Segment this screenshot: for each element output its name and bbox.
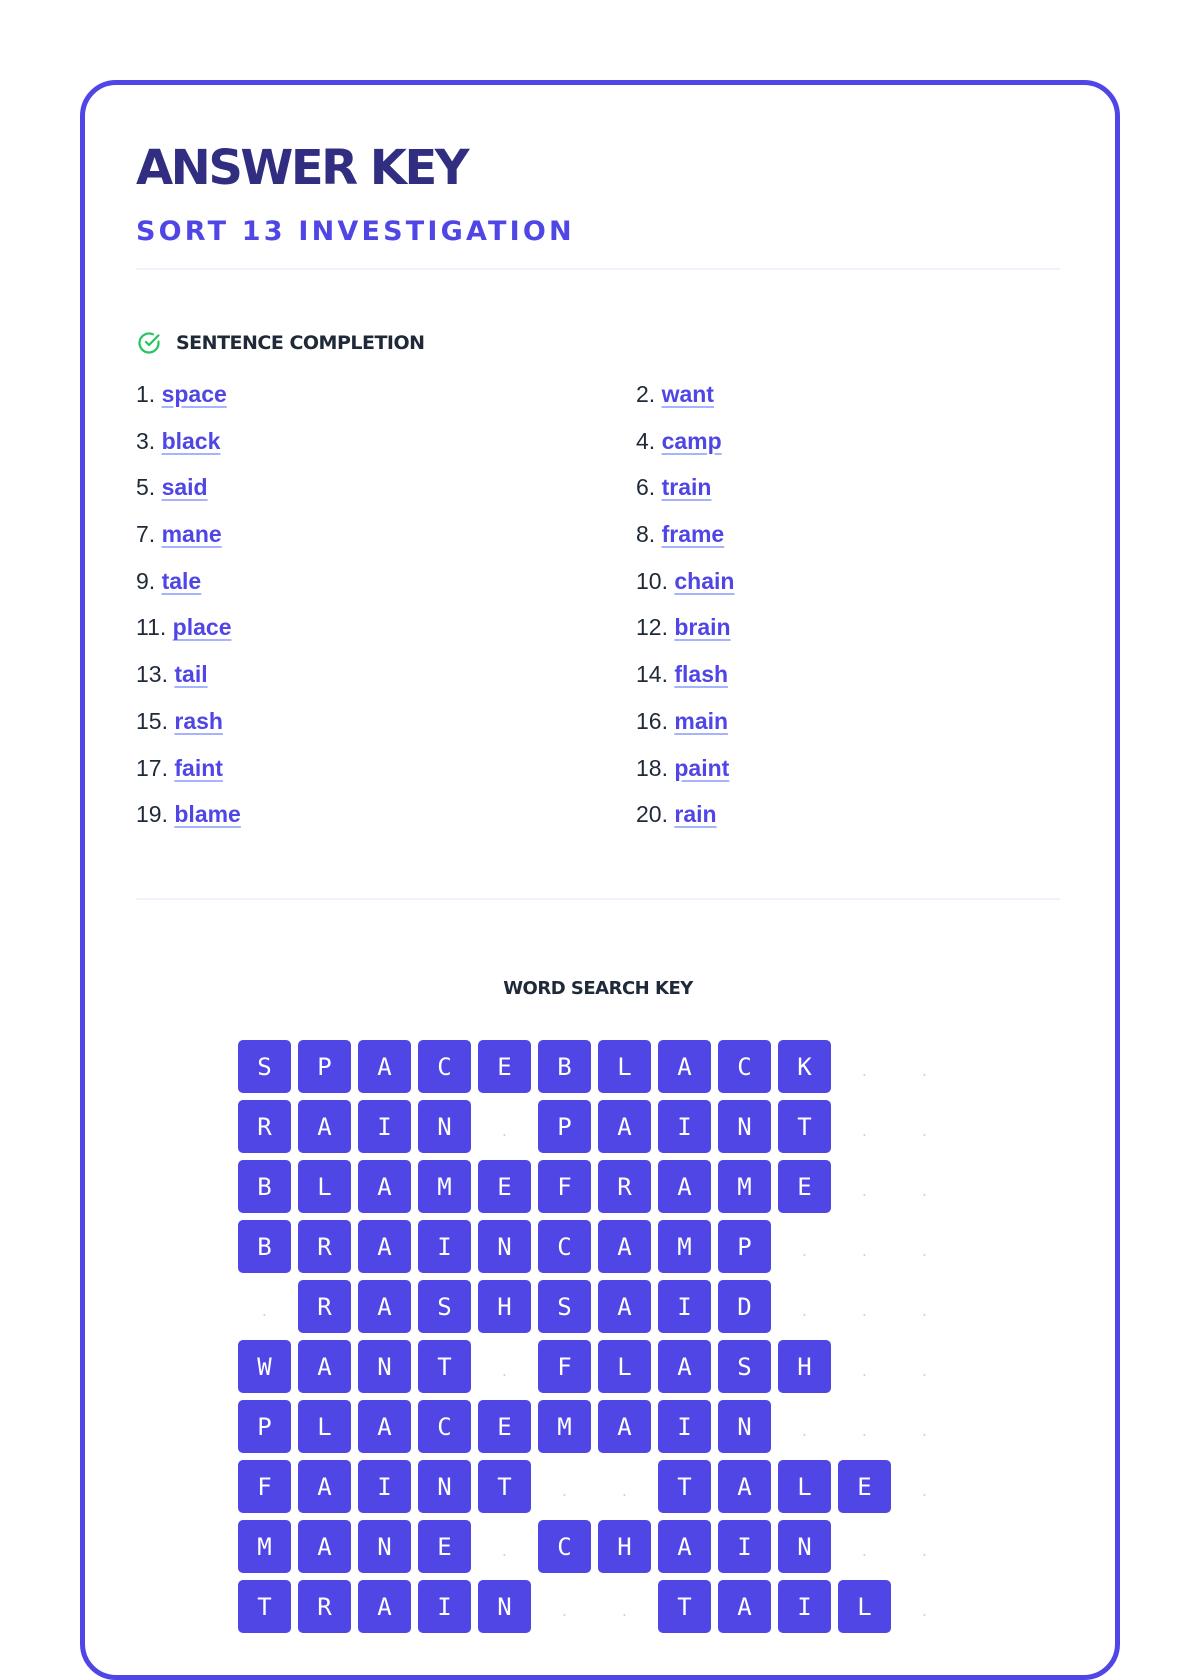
grid-cell-letter: N bbox=[358, 1340, 411, 1393]
answer-number: 9. bbox=[136, 567, 156, 594]
answer-word: train bbox=[661, 474, 712, 501]
grid-cell-letter: B bbox=[238, 1220, 291, 1273]
grid-cell-letter: N bbox=[478, 1220, 531, 1273]
answer-word: brain bbox=[674, 614, 731, 641]
grid-cell-empty: . bbox=[620, 1483, 629, 1500]
grid-cell-letter: E bbox=[478, 1160, 531, 1213]
answer-item bbox=[636, 660, 1060, 707]
grid-cell-letter: R bbox=[298, 1580, 351, 1633]
grid-cell-empty: . bbox=[260, 1303, 269, 1320]
grid-cell-letter: I bbox=[358, 1460, 411, 1513]
grid-cell-letter: A bbox=[298, 1100, 351, 1153]
answer-number: 4. bbox=[636, 427, 656, 454]
answer-item bbox=[636, 473, 1060, 520]
grid-cell-letter: A bbox=[658, 1520, 711, 1573]
grid-cell-letter: T bbox=[238, 1580, 291, 1633]
answer-number: 8. bbox=[636, 521, 656, 548]
grid-cell-letter: T bbox=[658, 1460, 711, 1513]
answer-word: flash bbox=[674, 661, 729, 688]
answer-word: space bbox=[161, 381, 227, 407]
answer-number: 11. bbox=[136, 614, 167, 641]
grid-cell-letter: A bbox=[658, 1340, 711, 1393]
answer-item bbox=[636, 380, 1060, 427]
grid-cell-letter: P bbox=[298, 1040, 351, 1093]
answer-number: 17. bbox=[136, 754, 168, 781]
grid-cell-letter: M bbox=[658, 1220, 711, 1273]
grid-cell-letter: I bbox=[658, 1100, 711, 1153]
word-search-grid bbox=[238, 1040, 951, 1633]
answer-number: 20. bbox=[636, 801, 668, 828]
grid-cell-empty: . bbox=[920, 1123, 929, 1140]
answer-number: 19. bbox=[136, 801, 168, 828]
answer-word: paint bbox=[674, 754, 730, 781]
grid-cell-empty: . bbox=[560, 1483, 569, 1500]
answer-word: rash bbox=[174, 707, 223, 734]
grid-cell-empty: . bbox=[920, 1423, 929, 1440]
answer-number: 18. bbox=[636, 754, 668, 781]
answer-item bbox=[636, 520, 1060, 567]
answer-item bbox=[136, 473, 636, 520]
grid-cell-letter: M bbox=[538, 1400, 591, 1453]
word-search-title: WORD SEARCH KEY bbox=[503, 978, 693, 999]
grid-cell-empty: . bbox=[920, 1303, 929, 1320]
grid-cell-letter: N bbox=[478, 1580, 531, 1633]
answer-item bbox=[136, 567, 636, 614]
answer-item bbox=[136, 613, 636, 660]
answer-item bbox=[636, 707, 1060, 754]
answer-number: 15. bbox=[136, 707, 168, 734]
grid-cell-empty: . bbox=[860, 1243, 869, 1260]
grid-cell-letter: A bbox=[358, 1400, 411, 1453]
grid-cell-letter: B bbox=[538, 1040, 591, 1093]
grid-cell-letter: N bbox=[418, 1100, 471, 1153]
grid-cell-letter: E bbox=[478, 1040, 531, 1093]
grid-cell-letter: A bbox=[298, 1340, 351, 1393]
answer-item bbox=[636, 754, 1060, 801]
answer-word: blame bbox=[174, 801, 241, 828]
grid-cell-letter: T bbox=[478, 1460, 531, 1513]
grid-cell-empty: . bbox=[920, 1603, 929, 1620]
grid-cell-letter: N bbox=[718, 1400, 771, 1453]
answer-word: rain bbox=[674, 801, 717, 828]
grid-cell-empty: . bbox=[800, 1303, 809, 1320]
grid-cell-letter: N bbox=[418, 1460, 471, 1513]
grid-cell-empty: . bbox=[860, 1123, 869, 1140]
grid-cell-empty: . bbox=[860, 1543, 869, 1560]
grid-cell-letter: H bbox=[598, 1520, 651, 1573]
grid-cell-empty: . bbox=[920, 1183, 929, 1200]
grid-cell-letter: N bbox=[718, 1100, 771, 1153]
grid-cell-letter: L bbox=[778, 1460, 831, 1513]
grid-cell-letter: H bbox=[778, 1340, 831, 1393]
answer-item bbox=[136, 427, 636, 474]
grid-cell-empty: . bbox=[920, 1063, 929, 1080]
grid-cell-letter: A bbox=[358, 1580, 411, 1633]
section-divider bbox=[136, 898, 1060, 900]
grid-cell-letter: N bbox=[358, 1520, 411, 1573]
grid-cell-empty: . bbox=[920, 1363, 929, 1380]
grid-cell-letter: I bbox=[658, 1280, 711, 1333]
answer-word: main bbox=[674, 707, 729, 734]
answer-item bbox=[136, 660, 636, 707]
grid-cell-letter: I bbox=[658, 1400, 711, 1453]
answer-number: 14. bbox=[636, 661, 668, 688]
answer-item bbox=[136, 800, 636, 847]
grid-cell-empty: . bbox=[920, 1483, 929, 1500]
grid-cell-empty: . bbox=[800, 1423, 809, 1440]
header-divider bbox=[136, 268, 1060, 270]
grid-cell-letter: L bbox=[298, 1400, 351, 1453]
answer-word: faint bbox=[174, 754, 223, 781]
grid-cell-empty: . bbox=[860, 1363, 869, 1380]
grid-cell-letter: A bbox=[598, 1400, 651, 1453]
answer-item bbox=[636, 613, 1060, 660]
grid-cell-letter: S bbox=[538, 1280, 591, 1333]
grid-cell-letter: I bbox=[778, 1580, 831, 1633]
grid-cell-letter: A bbox=[658, 1040, 711, 1093]
grid-cell-letter: F bbox=[538, 1160, 591, 1213]
grid-cell-letter: A bbox=[358, 1220, 411, 1273]
grid-cell-letter: I bbox=[358, 1100, 411, 1153]
grid-cell-letter: L bbox=[838, 1580, 891, 1633]
grid-cell-empty: . bbox=[800, 1243, 809, 1260]
grid-cell-empty: . bbox=[860, 1303, 869, 1320]
grid-cell-empty: . bbox=[500, 1123, 509, 1140]
answer-item bbox=[136, 754, 636, 801]
grid-cell-letter: C bbox=[418, 1040, 471, 1093]
grid-cell-letter: L bbox=[298, 1160, 351, 1213]
grid-cell-letter: A bbox=[358, 1040, 411, 1093]
grid-cell-letter: W bbox=[238, 1340, 291, 1393]
answer-number: 6. bbox=[636, 474, 656, 501]
answer-number: 2. bbox=[636, 381, 656, 407]
answer-word: mane bbox=[161, 521, 222, 548]
grid-cell-letter: A bbox=[298, 1520, 351, 1573]
grid-cell-letter: A bbox=[358, 1160, 411, 1213]
grid-cell-empty: . bbox=[500, 1543, 509, 1560]
answer-number: 13. bbox=[136, 661, 168, 688]
answer-word: place bbox=[172, 614, 232, 641]
grid-cell-letter: I bbox=[418, 1220, 471, 1273]
grid-cell-letter: N bbox=[778, 1520, 831, 1573]
grid-cell-letter: E bbox=[778, 1160, 831, 1213]
grid-cell-letter: C bbox=[418, 1400, 471, 1453]
grid-cell-letter: L bbox=[598, 1340, 651, 1393]
answer-number: 16. bbox=[636, 707, 668, 734]
grid-cell-letter: L bbox=[598, 1040, 651, 1093]
grid-cell-letter: S bbox=[718, 1340, 771, 1393]
grid-cell-empty: . bbox=[620, 1603, 629, 1620]
grid-cell-letter: I bbox=[418, 1580, 471, 1633]
grid-cell-letter: A bbox=[598, 1280, 651, 1333]
grid-cell-letter: R bbox=[598, 1160, 651, 1213]
grid-cell-letter: B bbox=[238, 1160, 291, 1213]
grid-cell-letter: T bbox=[658, 1580, 711, 1633]
sentence-completion-label: SENTENCE COMPLETION bbox=[176, 332, 425, 354]
answer-number: 5. bbox=[136, 474, 156, 501]
grid-cell-empty: . bbox=[860, 1183, 869, 1200]
grid-cell-letter: F bbox=[238, 1460, 291, 1513]
page-subtitle: SORT 13 INVESTIGATION bbox=[136, 216, 575, 247]
answer-item bbox=[136, 380, 636, 427]
grid-cell-letter: C bbox=[718, 1040, 771, 1093]
grid-cell-empty: . bbox=[500, 1363, 509, 1380]
grid-cell-letter: I bbox=[718, 1520, 771, 1573]
answer-list bbox=[136, 380, 1060, 847]
grid-cell-letter: E bbox=[418, 1520, 471, 1573]
grid-cell-letter: S bbox=[418, 1280, 471, 1333]
answer-item bbox=[636, 567, 1060, 614]
answer-word: black bbox=[161, 427, 221, 454]
grid-cell-letter: F bbox=[538, 1340, 591, 1393]
grid-cell-empty: . bbox=[860, 1063, 869, 1080]
grid-cell-letter: E bbox=[478, 1400, 531, 1453]
grid-cell-letter: T bbox=[418, 1340, 471, 1393]
grid-cell-empty: . bbox=[920, 1243, 929, 1260]
check-circle-icon bbox=[136, 330, 162, 356]
answer-number: 10. bbox=[636, 567, 668, 594]
grid-cell-empty: . bbox=[560, 1603, 569, 1620]
grid-cell-letter: A bbox=[598, 1100, 651, 1153]
grid-cell-letter: A bbox=[658, 1160, 711, 1213]
answer-item bbox=[636, 800, 1060, 847]
grid-cell-letter: A bbox=[718, 1460, 771, 1513]
answer-word: want bbox=[661, 381, 714, 407]
grid-cell-letter: P bbox=[238, 1400, 291, 1453]
grid-cell-empty: . bbox=[920, 1543, 929, 1560]
sentence-completion-header bbox=[136, 330, 425, 356]
answer-number: 7. bbox=[136, 521, 156, 548]
grid-cell-letter: C bbox=[538, 1220, 591, 1273]
answer-number: 1. bbox=[136, 381, 156, 407]
grid-cell-letter: C bbox=[538, 1520, 591, 1573]
answer-word: frame bbox=[661, 521, 725, 548]
answer-item bbox=[636, 427, 1060, 474]
grid-cell-letter: R bbox=[298, 1280, 351, 1333]
grid-cell-letter: A bbox=[718, 1580, 771, 1633]
answer-number: 3. bbox=[136, 427, 156, 454]
answer-number: 12. bbox=[636, 614, 668, 641]
grid-cell-letter: R bbox=[238, 1100, 291, 1153]
answer-word: tale bbox=[161, 567, 202, 594]
grid-cell-letter: A bbox=[598, 1220, 651, 1273]
grid-cell-letter: K bbox=[778, 1040, 831, 1093]
grid-cell-letter: A bbox=[358, 1280, 411, 1333]
grid-cell-letter: H bbox=[478, 1280, 531, 1333]
grid-cell-letter: M bbox=[238, 1520, 291, 1573]
grid-cell-letter: D bbox=[718, 1280, 771, 1333]
page-title: ANSWER KEY bbox=[136, 140, 468, 196]
grid-cell-letter: T bbox=[778, 1100, 831, 1153]
grid-cell-letter: R bbox=[298, 1220, 351, 1273]
answer-word: said bbox=[161, 474, 208, 501]
grid-cell-letter: E bbox=[838, 1460, 891, 1513]
answer-word: tail bbox=[174, 661, 208, 688]
answer-word: chain bbox=[674, 567, 735, 594]
grid-cell-letter: S bbox=[238, 1040, 291, 1093]
answer-item bbox=[136, 707, 636, 754]
grid-cell-letter: P bbox=[718, 1220, 771, 1273]
grid-cell-letter: P bbox=[538, 1100, 591, 1153]
answer-word: camp bbox=[661, 427, 722, 454]
grid-cell-letter: M bbox=[718, 1160, 771, 1213]
grid-cell-empty: . bbox=[860, 1423, 869, 1440]
grid-cell-letter: A bbox=[298, 1460, 351, 1513]
grid-cell-letter: M bbox=[418, 1160, 471, 1213]
answer-item bbox=[136, 520, 636, 567]
